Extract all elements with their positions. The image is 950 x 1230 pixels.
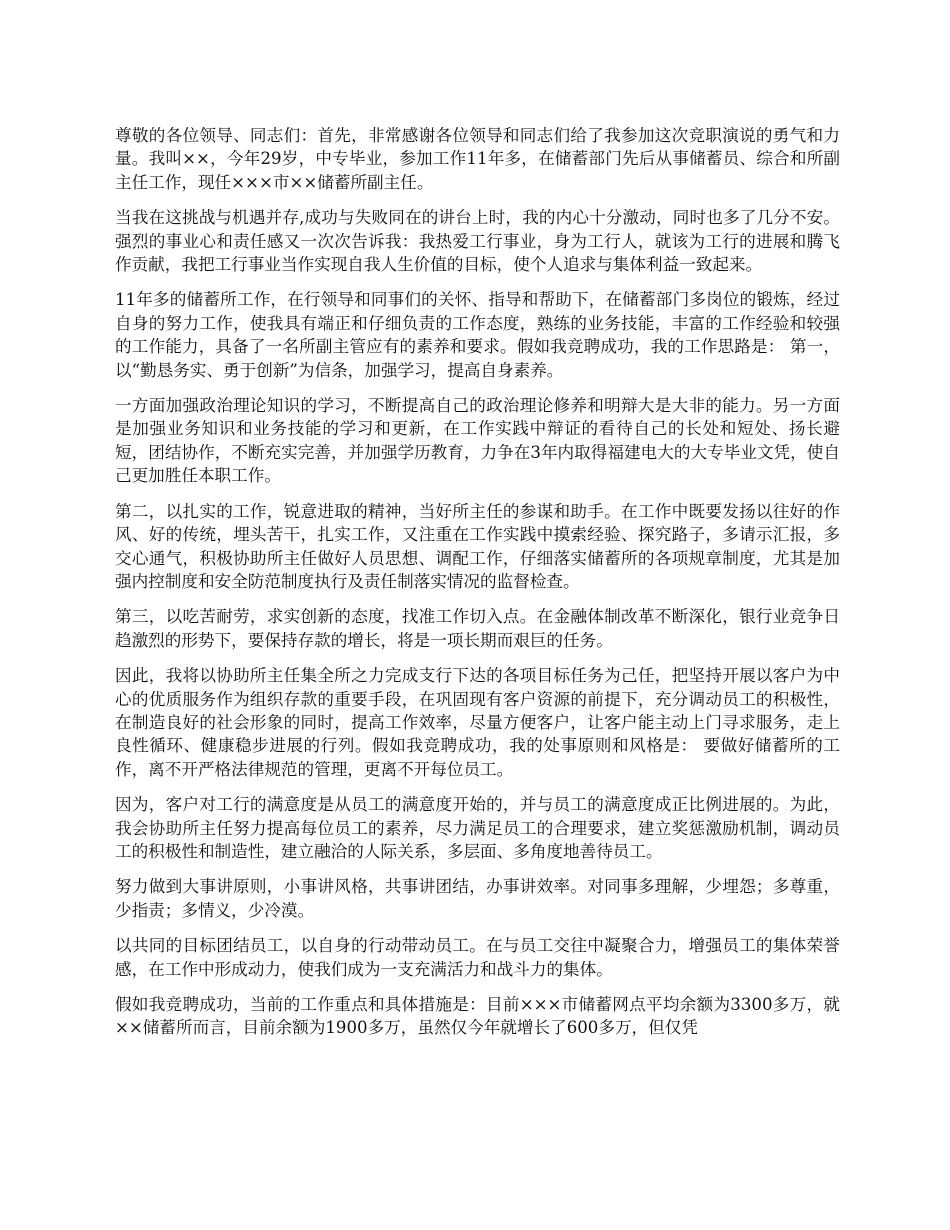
paragraph-1: 尊敬的各位领导、同志们：首先，非常感谢各位领导和同志们给了我参加这次竞职演说的勇气和力量。我叫××，今年29岁，中专毕业，参加工作11年多，在储蓄部门先后从事储蓄员、综合和所副主任工作，现任×××市××储蓄所副主任。 [115, 126, 840, 192]
paragraph-8: 因为，客户对工行的满意度是从员工的满意度开始的，并与员工的满意度成正比例进展的。为此，我会协助所主任努力提高每位员工的素养，尽力满足员工的合理要求，建立奖惩激励机制，调动员工的积极性和制造性，建立融洽的人际关系，多层面、多角度地善待员工。 [115, 795, 840, 861]
paragraph-3: 11年多的储蓄所工作，在行领导和同事们的关怀、指导和帮助下，在储蓄部门多岗位的锻炼，经过自身的努力工作，使我具有端正和仔细负责的工作态度，熟练的业务技能，丰富的工作经验和较强的工作能力，具备了一名所副主管应有的素养和要求。假如我竞聘成功，我的工作思路是： 第一，以“勤恳务实、勇于创新”为信条，加强学习，提高自身素养。 [115, 290, 840, 380]
paragraph-7: 因此，我将以协助所主任集全所之力完成支行下达的各项目标任务为己任，把坚持开展以客户为中心的优质服务作为组织存款的重要手段，在巩固现有客户资源的前提下，充分调动员工的积极性，在制造良好的社会形象的同时，提高工作效率，尽量方便客户，让客户能主动上门寻求服务，走上良性循环、健康稳步进展的行列。假如我竞聘成功，我的处事原则和风格是： 要做好储蓄所的工作，离不开严格法律规范的管理，更离不开每位员工。 [115, 666, 840, 779]
document-page [115, 124, 840, 1052]
paragraph-5: 第二，以扎实的工作，锐意进取的精神，当好所主任的参谋和助手。在工作中既要发扬以往好的作风、好的传统，埋头苦干，扎实工作，又注重在工作实践中摸索经验、探究路子，多请示汇报，多交心通气，积极协助所主任做好人员思想、调配工作，仔细落实储蓄所的各项规章制度，尤其是加强内控制度和安全防范制度执行及责任制落实情况的监督检查。 [115, 501, 840, 591]
paragraph-6: 第三，以吃苦耐劳，求实创新的态度，找准工作切入点。在金融体制改革不断深化，银行业竞争日趋激烈的形势下，要保持存款的增长，将是一项长期而艰巨的任务。 [115, 607, 840, 650]
paragraph-4: 一方面加强政治理论知识的学习，不断提高自己的政治理论修养和明辩大是大非的能力。另一方面是加强业务知识和业务技能的学习和更新，在工作实践中辩证的看待自己的长处和短处、扬长避短，团结协作，不断充实完善，并加强学历教育，力争在3年内取得福建电大的大专毕业文凭，使自己更加胜任本职工作。 [115, 396, 840, 486]
paragraph-9: 努力做到大事讲原则，小事讲风格，共事讲团结，办事讲效率。对同事多理解，少埋怨；多尊重，少指责；多情义，少冷漠。 [115, 877, 840, 920]
paragraph-11: 假如我竞聘成功，当前的工作重点和具体措施是：目前×××市储蓄网点平均余额为3300多万，就××储蓄所而言，目前余额为1900多万，虽然仅今年就增长了600多万，但仅凭 [115, 995, 840, 1038]
paragraph-2: 当我在这挑战与机遇并存,成功与失败同在的讲台上时，我的内心十分激动，同时也多了几分不安。强烈的事业心和责任感又一次次告诉我：我热爱工行事业，身为工行人，就该为工行的进展和腾飞作贡献，我把工行事业当作实现自我人生价值的目标，使个人追求与集体利益一致起来。 [115, 208, 840, 275]
paragraph-10: 以共同的目标团结员工，以自身的行动带动员工。在与员工交往中凝聚合力，增强员工的集体荣誉感，在工作中形成动力，使我们成为一支充满活力和战斗力的集体。 [115, 936, 840, 979]
